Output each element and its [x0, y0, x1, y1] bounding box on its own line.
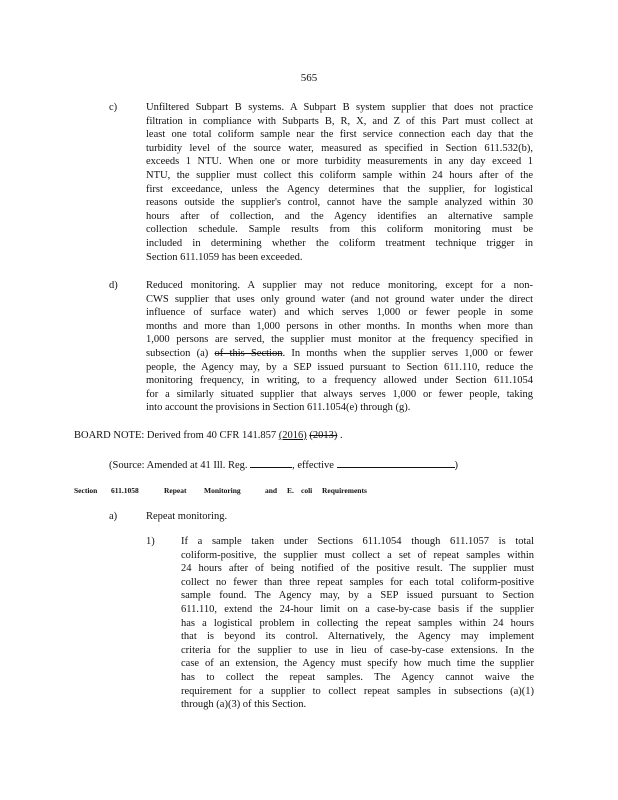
heading-word: Monitoring	[204, 486, 241, 495]
text-line: 1,000 persons are served, the supplier must monitor at the frequency specified in	[146, 334, 533, 346]
para-c-label: c)	[109, 102, 118, 113]
text-line: If a sample taken under Sections 611.1054 though 611.1057 is total	[181, 536, 534, 547]
text-line: reasons outside the supplier's control, cannot have the sample analyzed within 30	[146, 197, 533, 209]
para-d-label: d)	[109, 280, 118, 291]
text-line: least one total coliform sample near the first service connection each day that the	[146, 129, 533, 141]
board-note	[74, 429, 343, 443]
text-line: monitoring frequency, in writing, to a frequency allowed under Section 611.1054	[146, 375, 533, 387]
text-line: has to collect the repeat samples. The Agency cannot waive the	[181, 671, 534, 683]
text-line: collection schedule. Sample results from this coliform monitoring must be	[146, 224, 533, 236]
para-1-label: 1)	[146, 536, 155, 547]
text-line: exceeds 1 NTU. When one or more turbidity measurements in any day exceed 1	[146, 156, 533, 168]
para-1-body	[181, 535, 534, 712]
page-number: 565	[300, 72, 318, 84]
text-line: sample found. The Agency may, by a SEP issued pursuant to Section	[181, 590, 534, 602]
text-line: first exceedance, unless the Agency determines that the supplier, for logistical	[146, 183, 533, 195]
text-line: collect no fewer than three repeat samples for each total coliform-positive	[181, 576, 534, 588]
text-line: criteria for the supplier to use in lieu of case-by-case extensions. In the	[181, 644, 534, 656]
heading-word: coli	[301, 486, 313, 495]
effective-blank	[337, 457, 455, 468]
heading-word: and	[265, 486, 278, 495]
board-note-deleted: (2013)	[309, 430, 338, 441]
source-prefix: (Source: Amended at 41 Ill. Reg.	[109, 460, 248, 471]
heading-word: Repeat	[164, 486, 187, 495]
text-line: CWS supplier that uses only ground water (and not ground water under the direct	[146, 293, 533, 305]
source-mid: , effective	[292, 460, 334, 471]
text-line: has a logistical problem in collecting the repeat samples within 24 hours	[181, 617, 534, 629]
board-note-text: BOARD NOTE: Derived from 40 CFR 141.857	[74, 430, 277, 441]
text-line: subsection (a) of this Section. In months when the supplier serves 1,000 or fewer	[146, 347, 533, 359]
source-end: )	[454, 460, 459, 471]
text-line: NTU, the supplier must collect this coliform sample within 24 hours after of the	[146, 169, 533, 181]
reg-blank	[250, 457, 292, 468]
text-line: Reduced monitoring. A supplier may not reduce monitoring, except for a non-	[146, 280, 533, 291]
struck-text: of this Section	[214, 347, 283, 359]
para-a-label: a)	[109, 511, 118, 522]
text-line: influence of surface water) and which serves 1,000 or fewer people in some	[146, 307, 533, 319]
text-line: months and more than 1,000 persons in other months. In months when more than	[146, 320, 533, 332]
board-note-end: .	[340, 430, 343, 441]
text-line: included in determining whether the coliform treatment technique trigger in	[146, 237, 533, 249]
text-line: through (a)(3) of this Section.	[181, 699, 307, 711]
text-line: turbidity level of the source water, measured as specified in Section 611.532(b),	[146, 142, 533, 154]
text-line: filtration in compliance with Subparts B, R, X, and Z of this Part must collect at	[146, 115, 533, 127]
text-line: people, the Agency may, by a SEP issued pursuant to Section 611.110, reduce the	[146, 361, 533, 373]
para-d-body	[146, 279, 533, 415]
para-c-body	[146, 101, 533, 264]
text-line: Section 611.1059 has been exceeded.	[146, 251, 303, 263]
text-line: 611.110, extend the 24-hour limit on a case-by-case basis if the supplier	[181, 603, 534, 615]
heading-word: Requirements	[322, 486, 367, 495]
text-line: coliform-positive, the supplier must collect a set of repeat samples within	[181, 549, 534, 561]
text-line: case of an extension, the Agency must specify how much time the supplier	[181, 658, 534, 670]
para-a-text: Repeat monitoring.	[146, 511, 228, 522]
heading-word: E.	[287, 486, 294, 495]
text-line: for a similarly situated supplier that always serves 1,000 or fewer people, taking	[146, 388, 533, 400]
text-line: Unfiltered Subpart B systems. A Subpart B system supplier that does not practice	[146, 102, 533, 113]
text-line: hours after of collection, and the Agency identifies an alternative sample	[146, 210, 533, 222]
section-number: 611.1058	[111, 486, 139, 495]
text-line: 24 hours after of being notified of the positive result. The supplier must	[181, 563, 534, 575]
board-note-inserted: (2016)	[278, 430, 307, 441]
section-word: Section	[74, 486, 98, 495]
source-line	[109, 457, 458, 473]
text-line: that is beyond its control. Alternatively, the Agency may implement	[181, 631, 534, 643]
text-line: requirement for a supplier to collect repeat samples in subsections (a)(1)	[181, 685, 534, 697]
text-line: into account the provisions in Section 611.1054(e) through (g).	[146, 402, 411, 414]
